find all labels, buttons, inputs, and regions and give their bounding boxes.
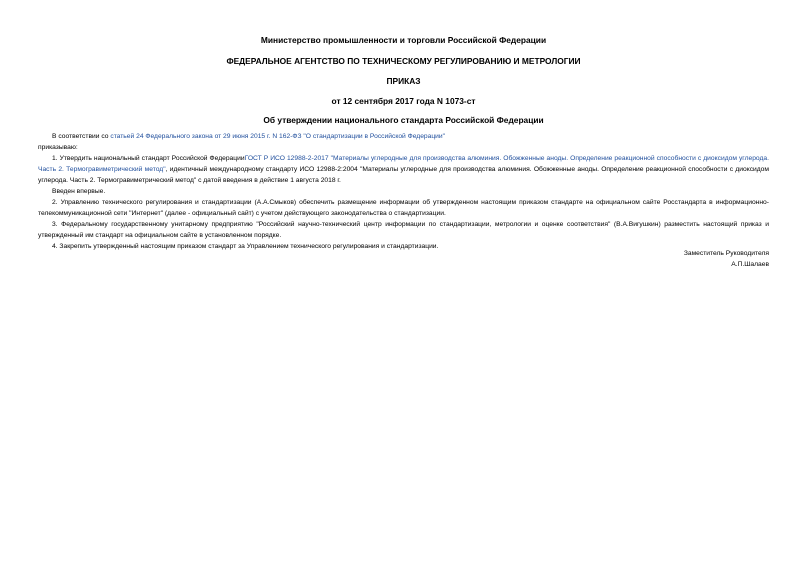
signatory-position: Заместитель Руководителя: [683, 250, 769, 257]
intro-paragraph: [38, 131, 769, 142]
item-2-paragraph: 2. Управлению технического регулирования и стандартизации (А.А.Смыков) обеспечить размещение информации об утвержденном настоящим приказом стандарте на официальном сайте Росстандарта в информационно-телекоммуникационной сети "Интернет" (далее - официальный сайт) с учетом действующего законодательства о стандартизации.: [38, 199, 769, 217]
item-1-suffix: , идентичный международному стандарту ИСО 12988-2:2004 "Материалы углеродные для производства алюминия. Обожженные аноды. Определение реакционной способности с диоксидом углерода. Часть 2. Термогравиметрический метод" с датой введения в действие 1 августа 2018 г.: [38, 166, 769, 184]
subject-heading: Об утверждении национального стандарта Российской Федерации: [263, 115, 544, 125]
document-body: [38, 131, 769, 252]
federal-law-link[interactable]: статьей 24 Федерального закона от 29 июня 2015 г. N 162-ФЗ "О стандартизации в Российской Федерации": [110, 133, 446, 140]
order-word: приказываю:: [38, 144, 78, 151]
agency-heading: ФЕДЕРАЛЬНОЕ АГЕНТСТВО ПО ТЕХНИЧЕСКОМУ РЕГУЛИРОВАНИЮ И МЕТРОЛОГИИ: [226, 56, 581, 66]
item-4-paragraph: 4. Закрепить утвержденный настоящим приказом стандарт за Управлением технического регулирования и стандартизации.: [52, 243, 439, 250]
document-type-heading: ПРИКАЗ: [386, 76, 421, 86]
intro-prefix: В соответствии со: [52, 133, 111, 140]
date-number-heading: от 12 сентября 2017 года N 1073-ст: [331, 96, 476, 106]
ministry-heading: Министерство промышленности и торговли Российской Федерации: [260, 35, 547, 45]
item-1-paragraph: [38, 153, 769, 186]
introduced-note: Введен впервые.: [52, 188, 106, 195]
signatory-name: А.П.Шалаев: [731, 261, 769, 268]
item-1-prefix: 1. Утвердить национальный стандарт Российской Федерации: [52, 155, 245, 162]
item-3-paragraph: 3. Федеральному государственному унитарному предприятию "Российский научно-технический центр информации по стандартизации, метрологии и оценке соответствия" (В.А.Вигушкин) разместить настоящий приказ и утвержденный им стандарт на официальном сайте в установленном порядке.: [38, 221, 769, 239]
gost-standard-link[interactable]: ГОСТ Р ИСО 12988-2-2017 "Материалы углеродные для производства алюминия. Обожженные аноды. Определение реакционной способности с диоксидом углерода. Часть 2. Термогравиметрический метод": [38, 155, 769, 173]
